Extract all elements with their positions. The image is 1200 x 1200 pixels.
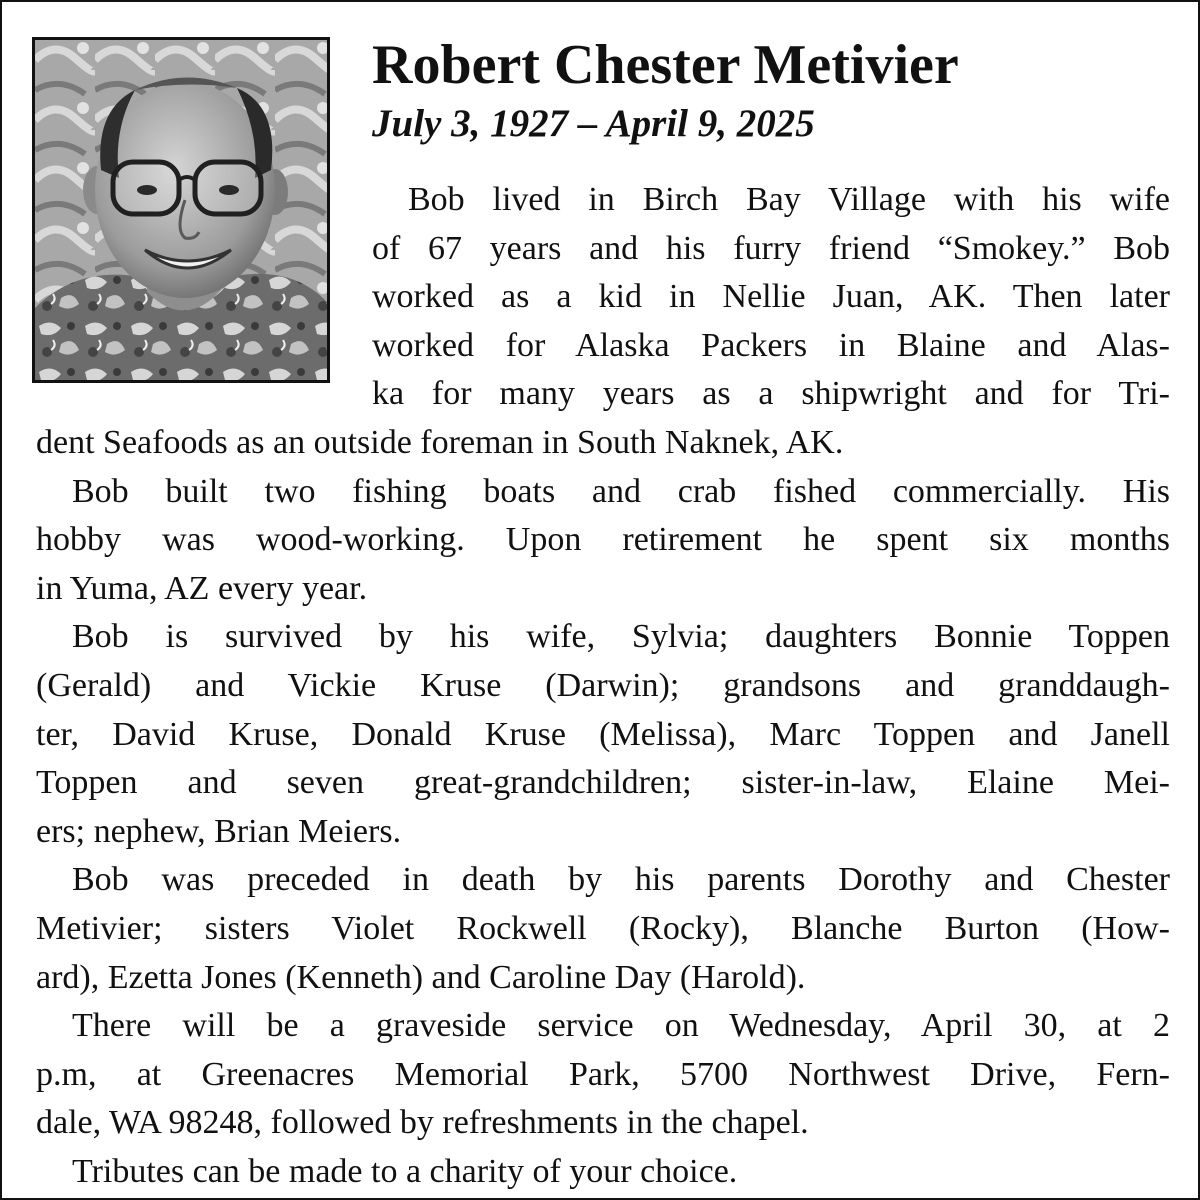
text-line: dale, WA 98248, followed by refreshments in the chapel. — [36, 1104, 809, 1142]
text-line: p.m, at Greenacres Memorial Park, 5700 Northwest Drive, Fern- — [36, 1055, 1170, 1093]
text-line: dent Seafoods as an outside foreman in South Naknek, AK. — [36, 423, 844, 461]
text-line: Bob was preceded in death by his parents Dorothy and Chester — [72, 861, 1170, 899]
text-line: ter, David Kruse, Donald Kruse (Melissa), Marc Toppen and Janell — [36, 715, 1170, 753]
text-line: ka for many years as a shipwright and for Tri- — [372, 375, 1170, 413]
deceased-name: Robert Chester Metivier — [372, 34, 959, 96]
text-line: in Yuma, AZ every year. — [36, 569, 368, 607]
text-line: (Gerald) and Vickie Kruse (Darwin); grandsons and granddaugh- — [36, 666, 1170, 704]
text-line: hobby was wood-working. Upon retirement he spent six months — [36, 521, 1170, 559]
text-line: worked as a kid in Nellie Juan, AK. Then later — [372, 278, 1170, 316]
text-line: of 67 years and his furry friend “Smokey.” Bob — [372, 229, 1170, 267]
text-line: Metivier; sisters Violet Rockwell (Rocky), Blanche Burton (How- — [36, 909, 1170, 947]
text-line: Bob is survived by his wife, Sylvia; daughters Bonnie Toppen — [72, 618, 1170, 656]
life-dates: July 3, 1927 – April 9, 2025 — [372, 102, 815, 145]
obituary-text — [36, 176, 1170, 1196]
text-line: Tributes can be made to a charity of your choice. — [72, 1152, 738, 1190]
text-line: worked for Alaska Packers in Blaine and Alas- — [372, 326, 1170, 364]
text-line: Bob built two fishing boats and crab fished commercially. His — [72, 472, 1170, 510]
text-line: Toppen and seven great-grandchildren; sister-in-law, Elaine Mei- — [36, 764, 1170, 802]
text-line: ers; nephew, Brian Meiers. — [36, 812, 402, 850]
text-line: ard), Ezetta Jones (Kenneth) and Caroline Day (Harold). — [36, 958, 806, 996]
text-line: There will be a graveside service on Wednesday, April 30, at 2 — [72, 1007, 1170, 1045]
text-line: Bob lived in Birch Bay Village with his wife — [408, 181, 1170, 218]
